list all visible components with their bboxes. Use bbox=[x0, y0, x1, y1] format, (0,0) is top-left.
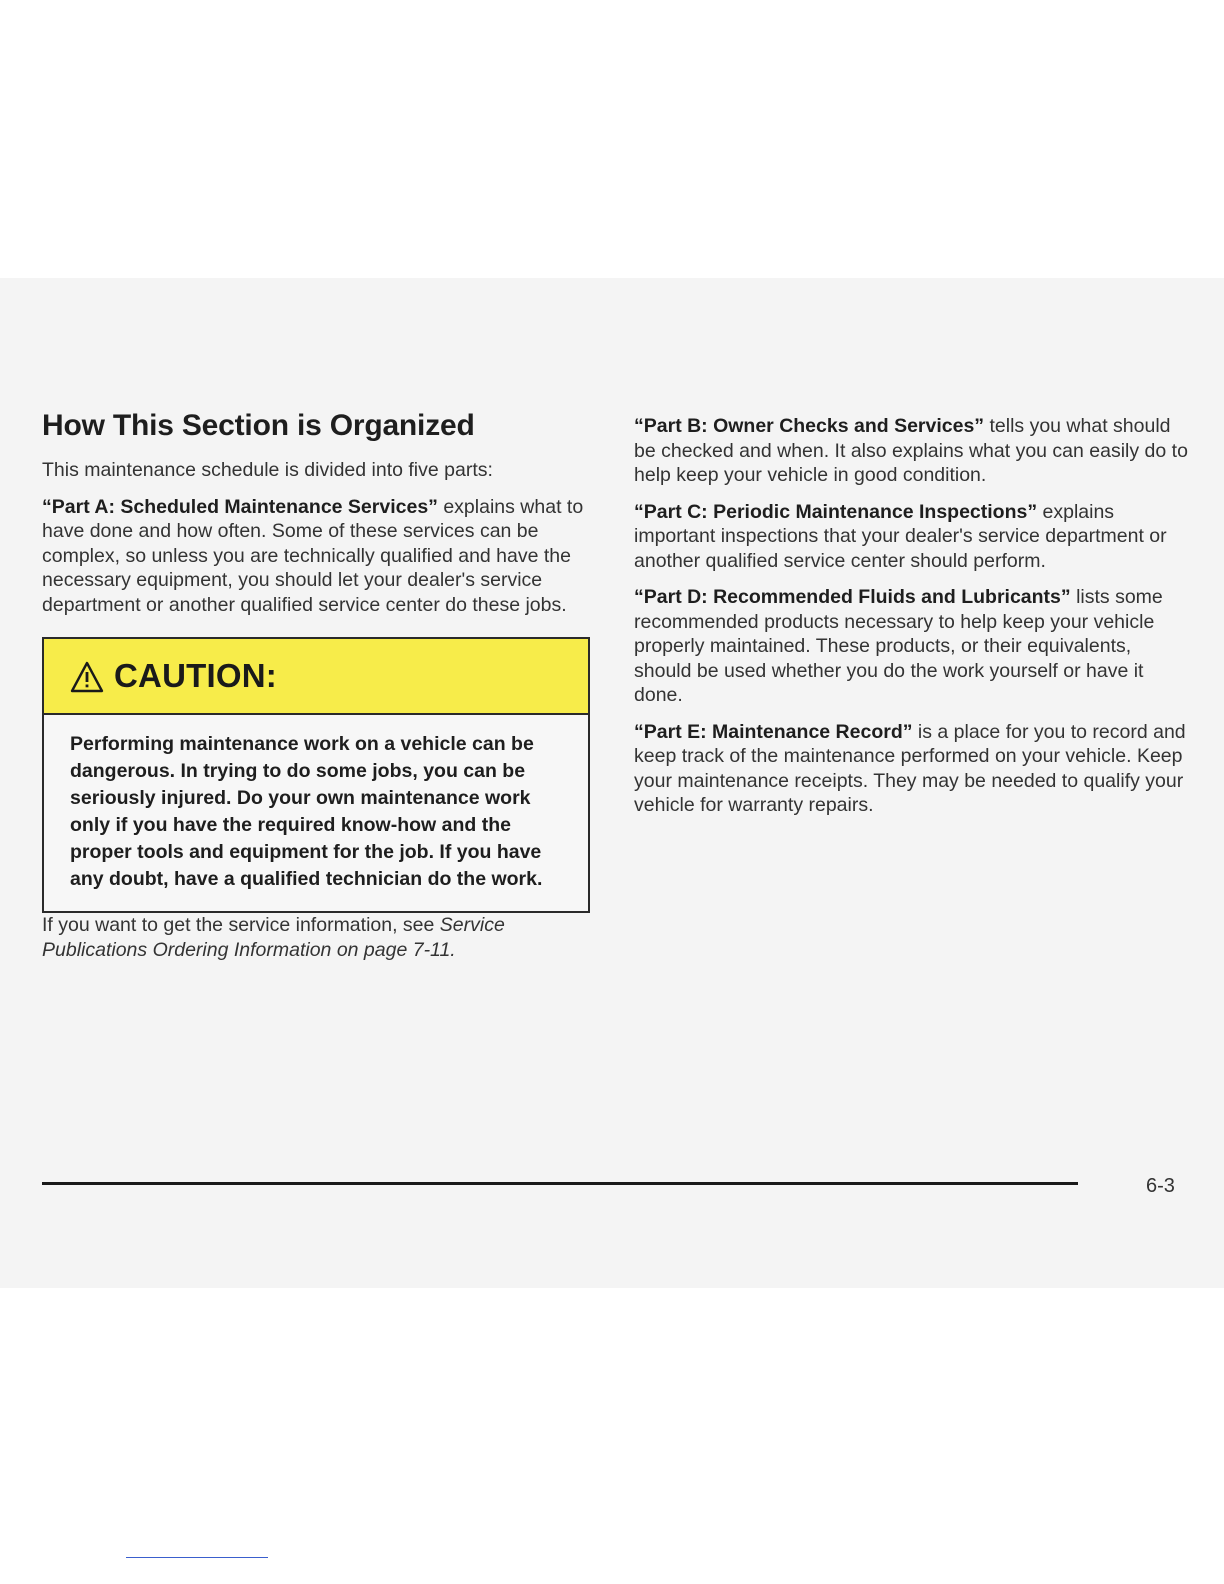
service-info-text: If you want to get the service information, see bbox=[42, 914, 440, 936]
part-b-text: tells you what should be checked and when. It also explains what you can easily do to help keep your vehicle in good condition. bbox=[634, 415, 1188, 486]
caution-header bbox=[44, 639, 588, 715]
footer-rule bbox=[42, 1182, 1078, 1185]
part-c-paragraph bbox=[634, 500, 1194, 574]
part-d-text: lists some recommended products necessary to help keep your vehicle properly maintained. These products, or their equivalents, should be used whether you do the work yourself or have it done. bbox=[634, 586, 1163, 706]
right-column bbox=[634, 414, 1194, 830]
section-title: How This Section is Organized bbox=[42, 409, 475, 442]
part-e-text: is a place for you to record and keep track of the maintenance performed on your vehicle. Keep your maintenance receipts. They may be needed to qualify your vehicle for warranty repairs. bbox=[634, 720, 1186, 816]
caution-title: CAUTION: bbox=[114, 657, 277, 694]
service-info-paragraph bbox=[42, 913, 594, 962]
part-a-text: explains what to have done and how often. Some of these services can be complex, so unless you are technically qualified and have the necessary equipment, you should let your dealer's service department or another qualified service center do these jobs. bbox=[42, 495, 584, 616]
part-b-heading: “Part B: Owner Checks and Services” bbox=[634, 415, 985, 437]
caution-text: Performing maintenance work on a vehicle can be dangerous. In trying to do some jobs, you can be seriously injured. Do your own maintenance work only if you have the required know-how and the proper tools and equipment for the job. If you have any doubt, have a qualified technician do the work. bbox=[70, 733, 543, 890]
part-b-paragraph bbox=[634, 414, 1194, 488]
part-c-heading: “Part C: Periodic Maintenance Inspections” bbox=[634, 500, 1038, 523]
caution-box bbox=[42, 637, 590, 913]
page-number: 6-3 bbox=[1146, 1175, 1175, 1197]
part-c-text: explains important inspections that your dealer's service department or another qualified service center should perform. bbox=[634, 500, 1167, 572]
part-e-heading: “Part E: Maintenance Record” bbox=[634, 720, 913, 743]
left-column bbox=[42, 408, 594, 974]
service-info-reference: Service Publications Ordering Information on page 7-11. bbox=[42, 914, 505, 961]
bottom-divider bbox=[126, 1557, 268, 1558]
part-a-heading: “Part A: Scheduled Maintenance Services” bbox=[42, 495, 438, 518]
warning-triangle-icon bbox=[70, 661, 104, 693]
part-d-paragraph bbox=[634, 585, 1194, 708]
intro-paragraph: This maintenance schedule is divided into five parts: bbox=[42, 459, 493, 481]
part-a-paragraph bbox=[42, 495, 594, 618]
part-d-heading: “Part D: Recommended Fluids and Lubricants” bbox=[634, 586, 1071, 608]
part-e-paragraph bbox=[634, 720, 1194, 818]
